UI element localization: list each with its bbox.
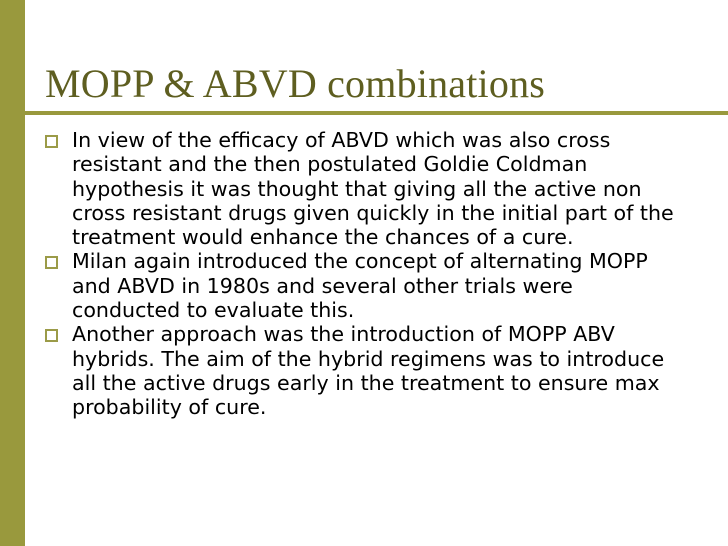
- slide-title: MOPP & ABVD combinations: [45, 61, 546, 106]
- bullet-item: [45, 322, 685, 419]
- left-accent-bar: [0, 0, 25, 546]
- title-underline: [25, 111, 728, 115]
- square-bullet-icon: [45, 135, 58, 148]
- square-bullet-icon: [45, 256, 58, 269]
- bullet-item: [45, 128, 685, 249]
- square-bullet-icon: [45, 329, 58, 342]
- bullet-item: [45, 249, 685, 322]
- bullet-text: In view of the efficacy of ABVD which was also cross resistant and the then postulated Goldie Coldman hypothesis it was thought that giving all the active non cross resistant drugs given quickly in the initial part of the treatment would enhance the chances of a cure.: [72, 128, 674, 250]
- bullet-list: [45, 128, 685, 420]
- bullet-text: Another approach was the introduction of MOPP ABV hybrids. The aim of the hybrid regimens was to introduce all the active drugs early in the treatment to ensure max probability of cure.: [72, 322, 665, 420]
- bullet-text: Milan again introduced the concept of alternating MOPP and ABVD in 1980s and several other trials were conducted to evaluate this.: [72, 249, 648, 323]
